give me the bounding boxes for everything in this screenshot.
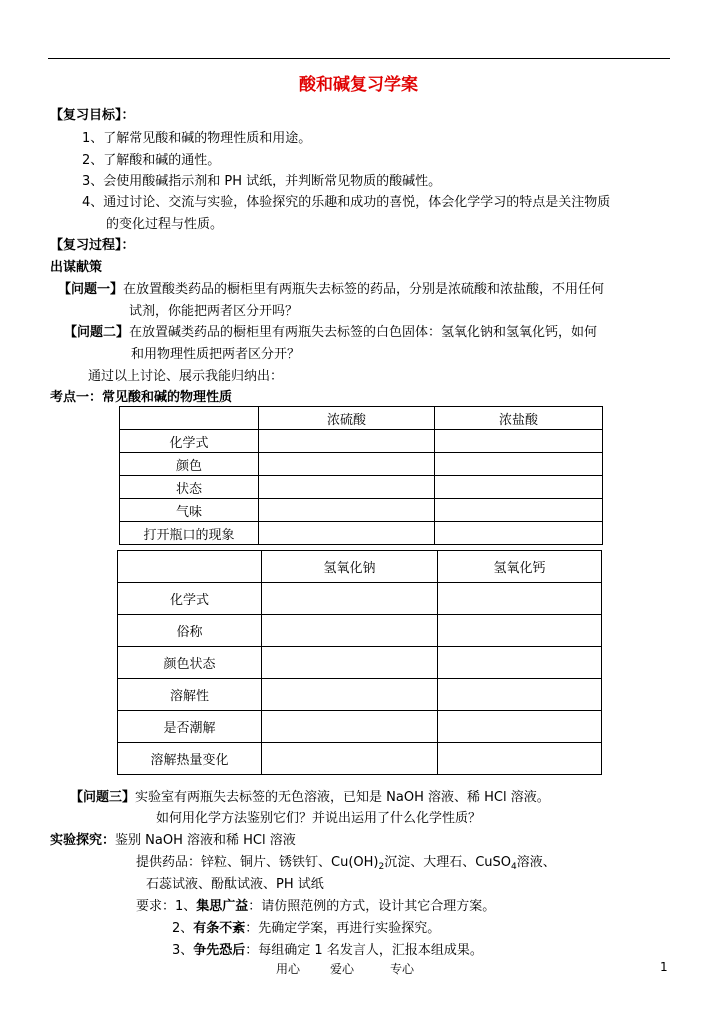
requirement-two [172, 917, 440, 936]
question-three [70, 786, 550, 805]
question-three-label: 【问题三】 [70, 790, 136, 805]
row-label: 溶解热量变化 [118, 743, 262, 775]
answer-cell [259, 522, 435, 545]
question-two [64, 321, 597, 340]
footer-text: 专心 [390, 962, 415, 976]
answer-cell [435, 453, 603, 476]
table-row [118, 647, 602, 679]
answer-cell [438, 583, 602, 615]
answer-cell [438, 679, 602, 711]
experiment-label: 实验探究： [50, 833, 116, 848]
question-three-line2: 如何用化学方法鉴别它们？并说出运用了什么化学性质？ [156, 811, 482, 826]
row-label: 俗称 [118, 615, 262, 647]
table-row [118, 615, 602, 647]
question-two-text: 在放置碱类药品的橱柜里有两瓶失去标签的白色固体：氢氧化钠和氢氧化钙，如何 [129, 325, 598, 340]
table-row [118, 743, 602, 775]
acid-table [119, 406, 603, 545]
question-one [58, 278, 604, 297]
question-one-text: 在放置酸类药品的橱柜里有两瓶失去标签的药品，分别是浓硫酸和浓盐酸，不用任何 [123, 282, 605, 297]
subscript: 4 [511, 862, 517, 872]
header-cell [118, 551, 262, 583]
requirement-three [172, 939, 483, 958]
row-label: 是否潮解 [118, 711, 262, 743]
table-row [120, 522, 603, 545]
answer-cell [259, 476, 435, 499]
reagents-text: 沉淀、大理石、CuSO [384, 855, 512, 870]
req-prefix: 要求：1、 [136, 899, 197, 914]
experiment-title: 鉴别 NaOH 溶液和稀 HCl 溶液 [115, 833, 296, 848]
answer-cell [435, 499, 603, 522]
reagents-text: 溶液、 [516, 855, 556, 870]
answer-cell [259, 430, 435, 453]
experiment-heading [50, 829, 296, 848]
question-three-text: 实验室有两瓶失去标签的无色溶液，已知是 NaOH 溶液、稀 HCl 溶液。 [135, 790, 550, 805]
answer-cell [262, 647, 438, 679]
answer-cell [262, 711, 438, 743]
answer-cell [435, 522, 603, 545]
answer-cell [438, 615, 602, 647]
table-header-row [118, 551, 602, 583]
base-table [117, 550, 602, 775]
header-cell: 氢氧化钠 [262, 551, 438, 583]
table-row [120, 476, 603, 499]
footer-text: 爱心 [330, 962, 355, 976]
answer-cell [435, 476, 603, 499]
goal-item: 4、通过讨论、交流与实验，体验探究的乐趣和成功的喜悦，体会化学学习的特点是关注物质 [82, 195, 611, 210]
row-label: 颜色 [120, 453, 259, 476]
process-subheading: 出谋献策 [50, 260, 103, 275]
req-keyword: 有条不紊 [193, 921, 246, 936]
table-row [118, 583, 602, 615]
answer-cell [262, 743, 438, 775]
goal-item: 3、会使用酸碱指示剂和 PH 试纸，并判断常见物质的酸碱性。 [82, 174, 442, 189]
table-row [118, 711, 602, 743]
req-prefix: 2、 [172, 921, 194, 936]
page-title: 酸和碱复习学案 [299, 75, 418, 95]
requirement-one [136, 895, 495, 914]
answer-cell [262, 615, 438, 647]
header-rule [48, 58, 670, 59]
goal-item: 2、了解酸和碱的通性。 [82, 153, 221, 168]
req-text: ：请仿照范例的方式，设计其它合理方案。 [248, 899, 496, 914]
header-cell: 浓盐酸 [435, 407, 603, 430]
row-label: 状态 [120, 476, 259, 499]
reagents-text: 提供药品：锌粒、铜片、锈铁钉、Cu(OH) [136, 855, 379, 870]
footer-text: 用心 [276, 962, 301, 976]
row-label: 化学式 [118, 583, 262, 615]
reagents-line2: 石蕊试液、酚酞试液、PH 试纸 [146, 877, 324, 892]
question-one-label: 【问题一】 [58, 282, 124, 297]
row-label: 气味 [120, 499, 259, 522]
answer-cell [259, 453, 435, 476]
header-cell: 浓硫酸 [259, 407, 435, 430]
goal-item: 1、了解常见酸和碱的物理性质和用途。 [82, 131, 312, 146]
summary-text: 通过以上讨论、展示我能归纳出： [88, 369, 284, 384]
answer-cell [262, 583, 438, 615]
row-label: 溶解性 [118, 679, 262, 711]
table-row [120, 453, 603, 476]
row-label: 打开瓶口的现象 [120, 522, 259, 545]
header-cell [120, 407, 259, 430]
req-keyword: 争先恐后 [193, 943, 246, 958]
question-one-line2: 试剂，你能把两者区分开吗？ [129, 304, 299, 319]
table-header-row [120, 407, 603, 430]
header-cell: 氢氧化钙 [438, 551, 602, 583]
table-row [120, 430, 603, 453]
table-row [120, 499, 603, 522]
req-prefix: 3、 [172, 943, 194, 958]
answer-cell [438, 711, 602, 743]
req-text: ：先确定学案，再进行实验探究。 [245, 921, 441, 936]
question-two-label: 【问题二】 [64, 325, 130, 340]
answer-cell [259, 499, 435, 522]
table-row [118, 679, 602, 711]
answer-cell [262, 679, 438, 711]
goals-heading: 【复习目标】： [50, 108, 135, 123]
row-label: 化学式 [120, 430, 259, 453]
reagents-line [136, 851, 556, 872]
answer-cell [435, 430, 603, 453]
subscript: 2 [378, 862, 385, 872]
req-text: ：每组确定 1 名发言人，汇报本组成果。 [245, 943, 483, 958]
answer-cell [438, 743, 602, 775]
page-number: 1 [660, 960, 668, 974]
req-keyword: 集思广益 [196, 899, 249, 914]
answer-cell [438, 647, 602, 679]
kaodian-one: 考点一：常见酸和碱的物理性质 [50, 390, 233, 405]
question-two-line2: 和用物理性质把两者区分开？ [131, 347, 301, 362]
row-label: 颜色状态 [118, 647, 262, 679]
goal-item: 的变化过程与性质。 [106, 217, 224, 232]
process-heading: 【复习过程】： [50, 238, 135, 253]
